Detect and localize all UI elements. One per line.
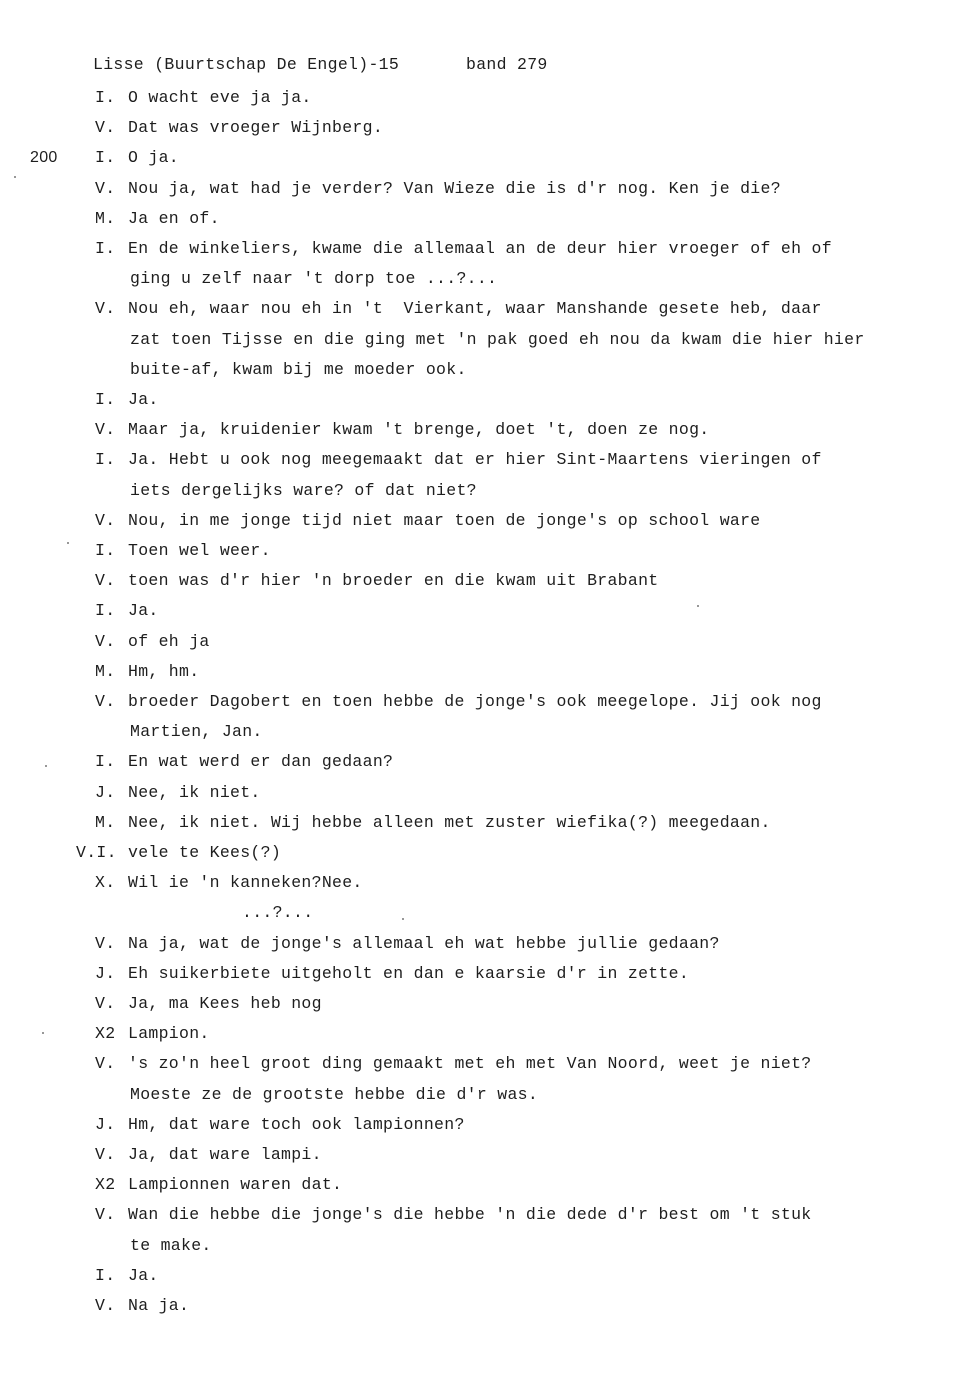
utterance-line: Lampionnen waren dat. <box>128 1175 343 1195</box>
speaker-label: V. <box>95 1205 116 1225</box>
speaker-label: X2 <box>95 1175 116 1195</box>
utterance-line: 's zo'n heel groot ding gemaakt met eh met Van Noord, weet je niet? <box>128 1054 812 1074</box>
utterance-line: Lampion. <box>128 1024 210 1044</box>
utterance-continuation: Moeste ze de grootste hebbe die d'r was. <box>130 1084 539 1104</box>
page-header-band: band 279 <box>466 55 548 74</box>
utterance-line: Nee, ik niet. <box>128 782 261 802</box>
utterance-continuation: iets dergelijks ware? of dat niet? <box>130 480 477 500</box>
speaker-label: I. <box>95 390 116 409</box>
speaker-label: V. <box>95 510 116 530</box>
utterance-line: Hm, hm. <box>128 661 200 681</box>
utterance-line: Ja. Hebt u ook nog meegemaakt dat er hier Sint-Maartens vieringen of <box>128 450 822 470</box>
utterance-line: broeder Dagobert en toen hebbe de jonge's ook meegelope. Jij ook nog <box>128 692 822 711</box>
utterance-line: Nou eh, waar nou eh in 't Vierkant, waar Manshande gesete heb, daar <box>128 299 822 319</box>
utterance-line: Wil ie 'n kanneken?Nee. <box>128 873 363 893</box>
speaker-label: V. <box>95 933 116 953</box>
scan-speck <box>14 176 16 178</box>
speaker-label: J. <box>95 1114 116 1134</box>
speaker-label: V. <box>95 692 116 711</box>
scan-speck <box>402 918 404 920</box>
speaker-label: X2 <box>95 1024 116 1044</box>
utterance-continuation: ging u zelf naar 't dorp toe ...?... <box>130 269 498 289</box>
utterance-line: of eh ja <box>128 631 210 651</box>
utterance-line: Ja en of. <box>128 208 220 228</box>
scan-speck <box>67 542 69 544</box>
utterance-line: ...?... <box>242 903 314 923</box>
utterance-continuation: te make. <box>130 1235 212 1255</box>
utterance-line: Ja. <box>128 1265 159 1285</box>
utterance-line: Nee, ik niet. Wij hebbe alleen met zuster wiefika(?) meegedaan. <box>128 812 771 832</box>
speaker-label: V. <box>95 1145 116 1164</box>
speaker-label: V. <box>95 1054 116 1074</box>
utterance-line: Nou, in me jonge tijd niet maar toen de jonge's op school ware <box>128 510 761 530</box>
utterance-line: Ja. <box>128 601 159 621</box>
scan-speck <box>697 605 699 607</box>
utterance-continuation: Martien, Jan. <box>130 722 263 742</box>
speaker-label: I. <box>95 239 116 258</box>
utterance-line: Eh suikerbiete uitgeholt en dan e kaarsie d'r in zette. <box>128 963 690 983</box>
speaker-label: M. <box>95 812 116 832</box>
speaker-label: M. <box>95 208 116 228</box>
speaker-label: V. <box>95 631 116 651</box>
utterance-line: toen was d'r hier 'n broeder en die kwam uit Brabant <box>128 571 659 591</box>
speaker-label: J. <box>95 782 116 802</box>
speaker-label: I. <box>95 752 116 772</box>
utterance-line: Toen wel weer. <box>128 541 271 560</box>
margin-line-number: 200 <box>30 149 58 166</box>
speaker-label: V. <box>95 118 116 138</box>
utterance-line: vele te Kees(?) <box>128 843 282 862</box>
speaker-label: V. <box>95 571 116 591</box>
utterance-line: Ja. <box>128 390 159 409</box>
speaker-label: V. <box>95 299 116 319</box>
speaker-label: I. <box>95 88 116 107</box>
utterance-line: Nou ja, wat had je verder? Van Wieze die is d'r nog. Ken je die? <box>128 178 781 198</box>
speaker-label: I. <box>95 601 116 621</box>
utterance-line: En wat werd er dan gedaan? <box>128 752 394 772</box>
speaker-label: I. <box>95 1265 116 1285</box>
speaker-label: I. <box>95 148 116 168</box>
scan-speck <box>45 765 47 767</box>
utterance-line: O ja. <box>128 148 180 168</box>
utterance-line: O wacht eve ja ja. <box>128 88 312 107</box>
utterance-continuation: zat toen Tijsse en die ging met 'n pak goed eh nou da kwam die hier hier <box>130 329 865 349</box>
speaker-label: V. <box>95 994 116 1013</box>
utterance-line: En de winkeliers, kwame die allemaal an de deur hier vroeger of eh of <box>128 239 832 258</box>
utterance-line: Dat was vroeger Wijnberg. <box>128 118 384 138</box>
speaker-label: J. <box>95 963 116 983</box>
speaker-label: M. <box>95 661 116 681</box>
utterance-line: Ja, ma Kees heb nog <box>128 994 322 1013</box>
utterance-line: Ja, dat ware lampi. <box>128 1145 322 1164</box>
utterance-line: Wan die hebbe die jonge's die hebbe 'n die dede d'r best om 't stuk <box>128 1205 812 1225</box>
utterance-line: Maar ja, kruidenier kwam 't brenge, doet 't, doen ze nog. <box>128 420 710 440</box>
utterance-line: Na ja. <box>128 1296 190 1315</box>
speaker-label: V. <box>95 1296 116 1315</box>
page-header-title: Lisse (Buurtschap De Engel)-15 <box>93 55 400 74</box>
utterance-line: Hm, dat ware toch ook lampionnen? <box>128 1114 465 1134</box>
speaker-label: V. <box>95 178 116 198</box>
speaker-label: I. <box>95 541 116 560</box>
speaker-label: I. <box>95 450 116 470</box>
utterance-continuation: buite-af, kwam bij me moeder ook. <box>130 359 467 379</box>
scan-speck <box>42 1032 44 1034</box>
speaker-label: V. <box>95 420 116 440</box>
speaker-label: X. <box>95 873 116 893</box>
speaker-label: V.I. <box>76 843 117 862</box>
utterance-line: Na ja, wat de jonge's allemaal eh wat hebbe jullie gedaan? <box>128 933 720 953</box>
